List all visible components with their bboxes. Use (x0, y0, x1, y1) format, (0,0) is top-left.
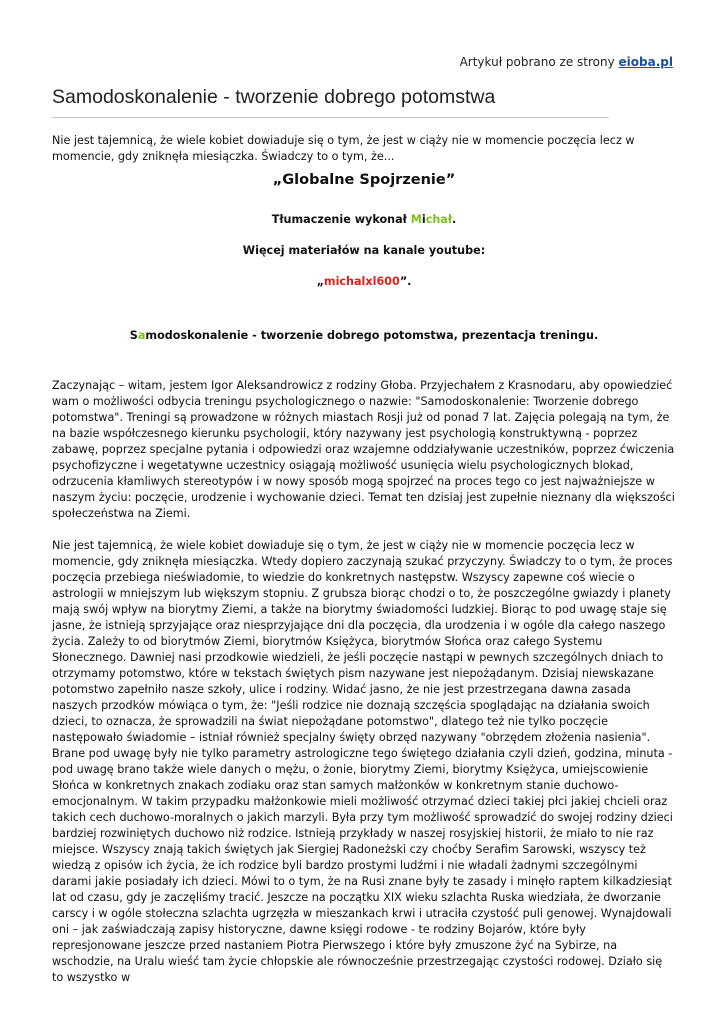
translation-credit (52, 212, 676, 228)
source-prefix: Artykuł pobrano ze strony (459, 55, 619, 69)
article-title: Samodoskonalenie - tworzenie dobrego potomstwa (52, 86, 496, 108)
channel-close-quote: ”. (399, 275, 412, 288)
channel-line (52, 274, 676, 290)
source-link[interactable]: eioba.pl (618, 55, 673, 69)
translation-suffix: . (452, 213, 457, 226)
body-paragraph-2: Nie jest tajemnicą, że wiele kobiet dowiaduje się o tym, że jest w ciąży nie w momencie poczęcia lecz w momencie, gdy zniknęła miesiączka. Wtedy dopiero zaczynają szukać przyczyny. Świadczy to o tym, że proces poczęcia przebiega nieświadomie, to wiedzie do konkretnych następstw. Wszyscy zapewne coś wiecie o astrologii w mniejszym lub większym stopniu. Z grubsza biorąc chodzi o to, że poszczególne gwiazdy i planety mają swój wpływ na biorytmy Ziemi, a także na biorytmy świadomości ludzkiej. Biorąc to pod uwagę staje się jasne, że istnieją sprzyjające oraz niesprzyjające dni dla poczęcia, dla urodzenia i w ogóle dla całego naszego życia. Zależy to od biorytmów Ziemi, biorytmów Księżyca, biorytmów Słońca oraz całego Systemu Słonecznego. Dawniej nasi przodkowie wiedzieli, że jeśli poczęcie nastąpi w pewnych szczególnych dniach to otrzymamy potomstwo, które w tekstach świętych pism nazywane jest niepożądanym. Dzisiaj niewskazane potomstwo zapełniło nasze szkoły, ulice i rodziny. Widać jasno, że nie jest przestrzegana dawna zasada naszych przodków mówiąca o tym, że: "Jeśli rodzice nie doznają szczęścia spoglądając na działania swoich dzieci, to oznacza, że sprowadzili na świat niepożądane potomstwo", dlatego też nie tylko poczęcie następowało świadomie – istniał również specjalny święty obrzęd nazywany "obrzędem złożenia nasienia". Brane pod uwagę były nie tylko parametry astrologiczne tego świętego działania czyli dzień, godzina, minuta - pod uwagę brano także wiele danych o mężu, o żonie, biorytmy Ziemi, biorytmy Księżyca, umiejscowienie Słońca w konkretnych znakach zodiaku oraz stan samych małżonków w konkretnym stanie duchowo-emocjonalnym. W takim przypadku małżonkowie mieli możliwość otrzymać dzieci takiej płci jakiej chcieli oraz takich cech duchowo-moralnych o jakich marzyli. Była przy tym możliwość sprowadzić do swojej rodziny dzieci bardziej rozwiniętych duchowo niż rodzice. Istnieją przykłady w naszej rosyjskiej historii, że miało to nie raz miejsce. Wszyscy znają takich świętych jak Siergiej Radoneżski czy choćby Serafim Sarowski, wszyscy też wiedzą z opisów ich życia, że ich rodzice byli bardzo prostymi ludźmi i nie władali żadnymi szczególnymi darami jakie posiadały ich dzieci. Mówi to o tym, że na Rusi znane były te zasady i minęło raptem kilkadziesiąt lat od czasu, gdy je zaczęliśmy tracić. Jeszcze na początku XIX wieku szlachta Ruska wiedziała, że dworzanie carscy i w ogóle stołeczna szlachta ugrzęzła w mieszankach krwi i utraciła czystość puli genowej. Wynajdowali oni – jak zaświadczają zapisy historyczne, dawne księgi rodowe - te rodziny Bojarów, które były represjonowane jeszcze przed nastaniem Piotra Pierwszego i które były zmuszone żyć na Sybirze, na wschodzie, na Uralu wieść tam życie chłopskie ale równocześnie przestrzegając czystości rodowej. Działo się to wszystko w (52, 539, 673, 984)
subtitle-part3: modoskonalenie (145, 329, 249, 342)
youtube-line: Więcej materiałów na kanale youtube: (242, 244, 486, 257)
source-note (460, 55, 673, 69)
subtitle-part2: a (137, 329, 146, 342)
translator-name-part1: M (410, 213, 422, 226)
channel-open-quote: „ (316, 275, 324, 288)
channel-name[interactable]: michalxl600 (323, 275, 400, 288)
subtitle-part1: S (129, 329, 138, 342)
subtitle-rest: - tworzenie dobrego potomstwa, prezentacja treningu. (248, 329, 599, 342)
headline: „Globalne Spojrzenie” (272, 172, 456, 188)
body-paragraph-1: Zaczynając – witam, jestem Igor Aleksandrowicz z rodziny Głoba. Przyjechałem z Krasnodaru, aby opowiedzieć wam o możliwości odbycia treningu psychologicznego o nazwie: "Samodoskonalenie: Tworzenie dobrego potomstwa". Treningi są prowadzone w różnych miastach Rosji już od ponad 7 lat. Zajęcia polegają na tym, że na bazie współczesnego kierunku psychologii, który nazywany jest psychologią konstruktywną - poprzez zabawę, poprzez specjalne pytania i odpowiedzi oraz wzajemne oddziaływanie uczestników, poprzez ćwiczenia psychofizyczne i wegetatywne uczestnicy osiągają możliwość usunięcia wielu psychologicznych blokad, odrzucenia kłamliwych stereotypów i w nowy sposób mogą spojrzeć na proces tego co jest najważniejsze w naszym życiu: poczęcie, urodzenie i wychowanie dzieci. Temat ten dzisiaj jest zupełnie nieznany dla większości społeczeństwa na Ziemi. (52, 379, 675, 520)
article-subtitle (52, 328, 676, 344)
translator-name-part3: chał (425, 213, 453, 226)
title-divider (52, 117, 609, 118)
article-content (52, 133, 676, 986)
intro-paragraph: Nie jest tajemnicą, że wiele kobiet dowiaduje się o tym, że jest w ciąży nie w momencie poczęcia lecz w momencie, gdy zniknęła miesiączka. Świadczy to o tym, że... (52, 134, 635, 163)
translator-name-part2: i (421, 213, 426, 226)
translation-prefix: Tłumaczenie wykonał (271, 213, 411, 226)
